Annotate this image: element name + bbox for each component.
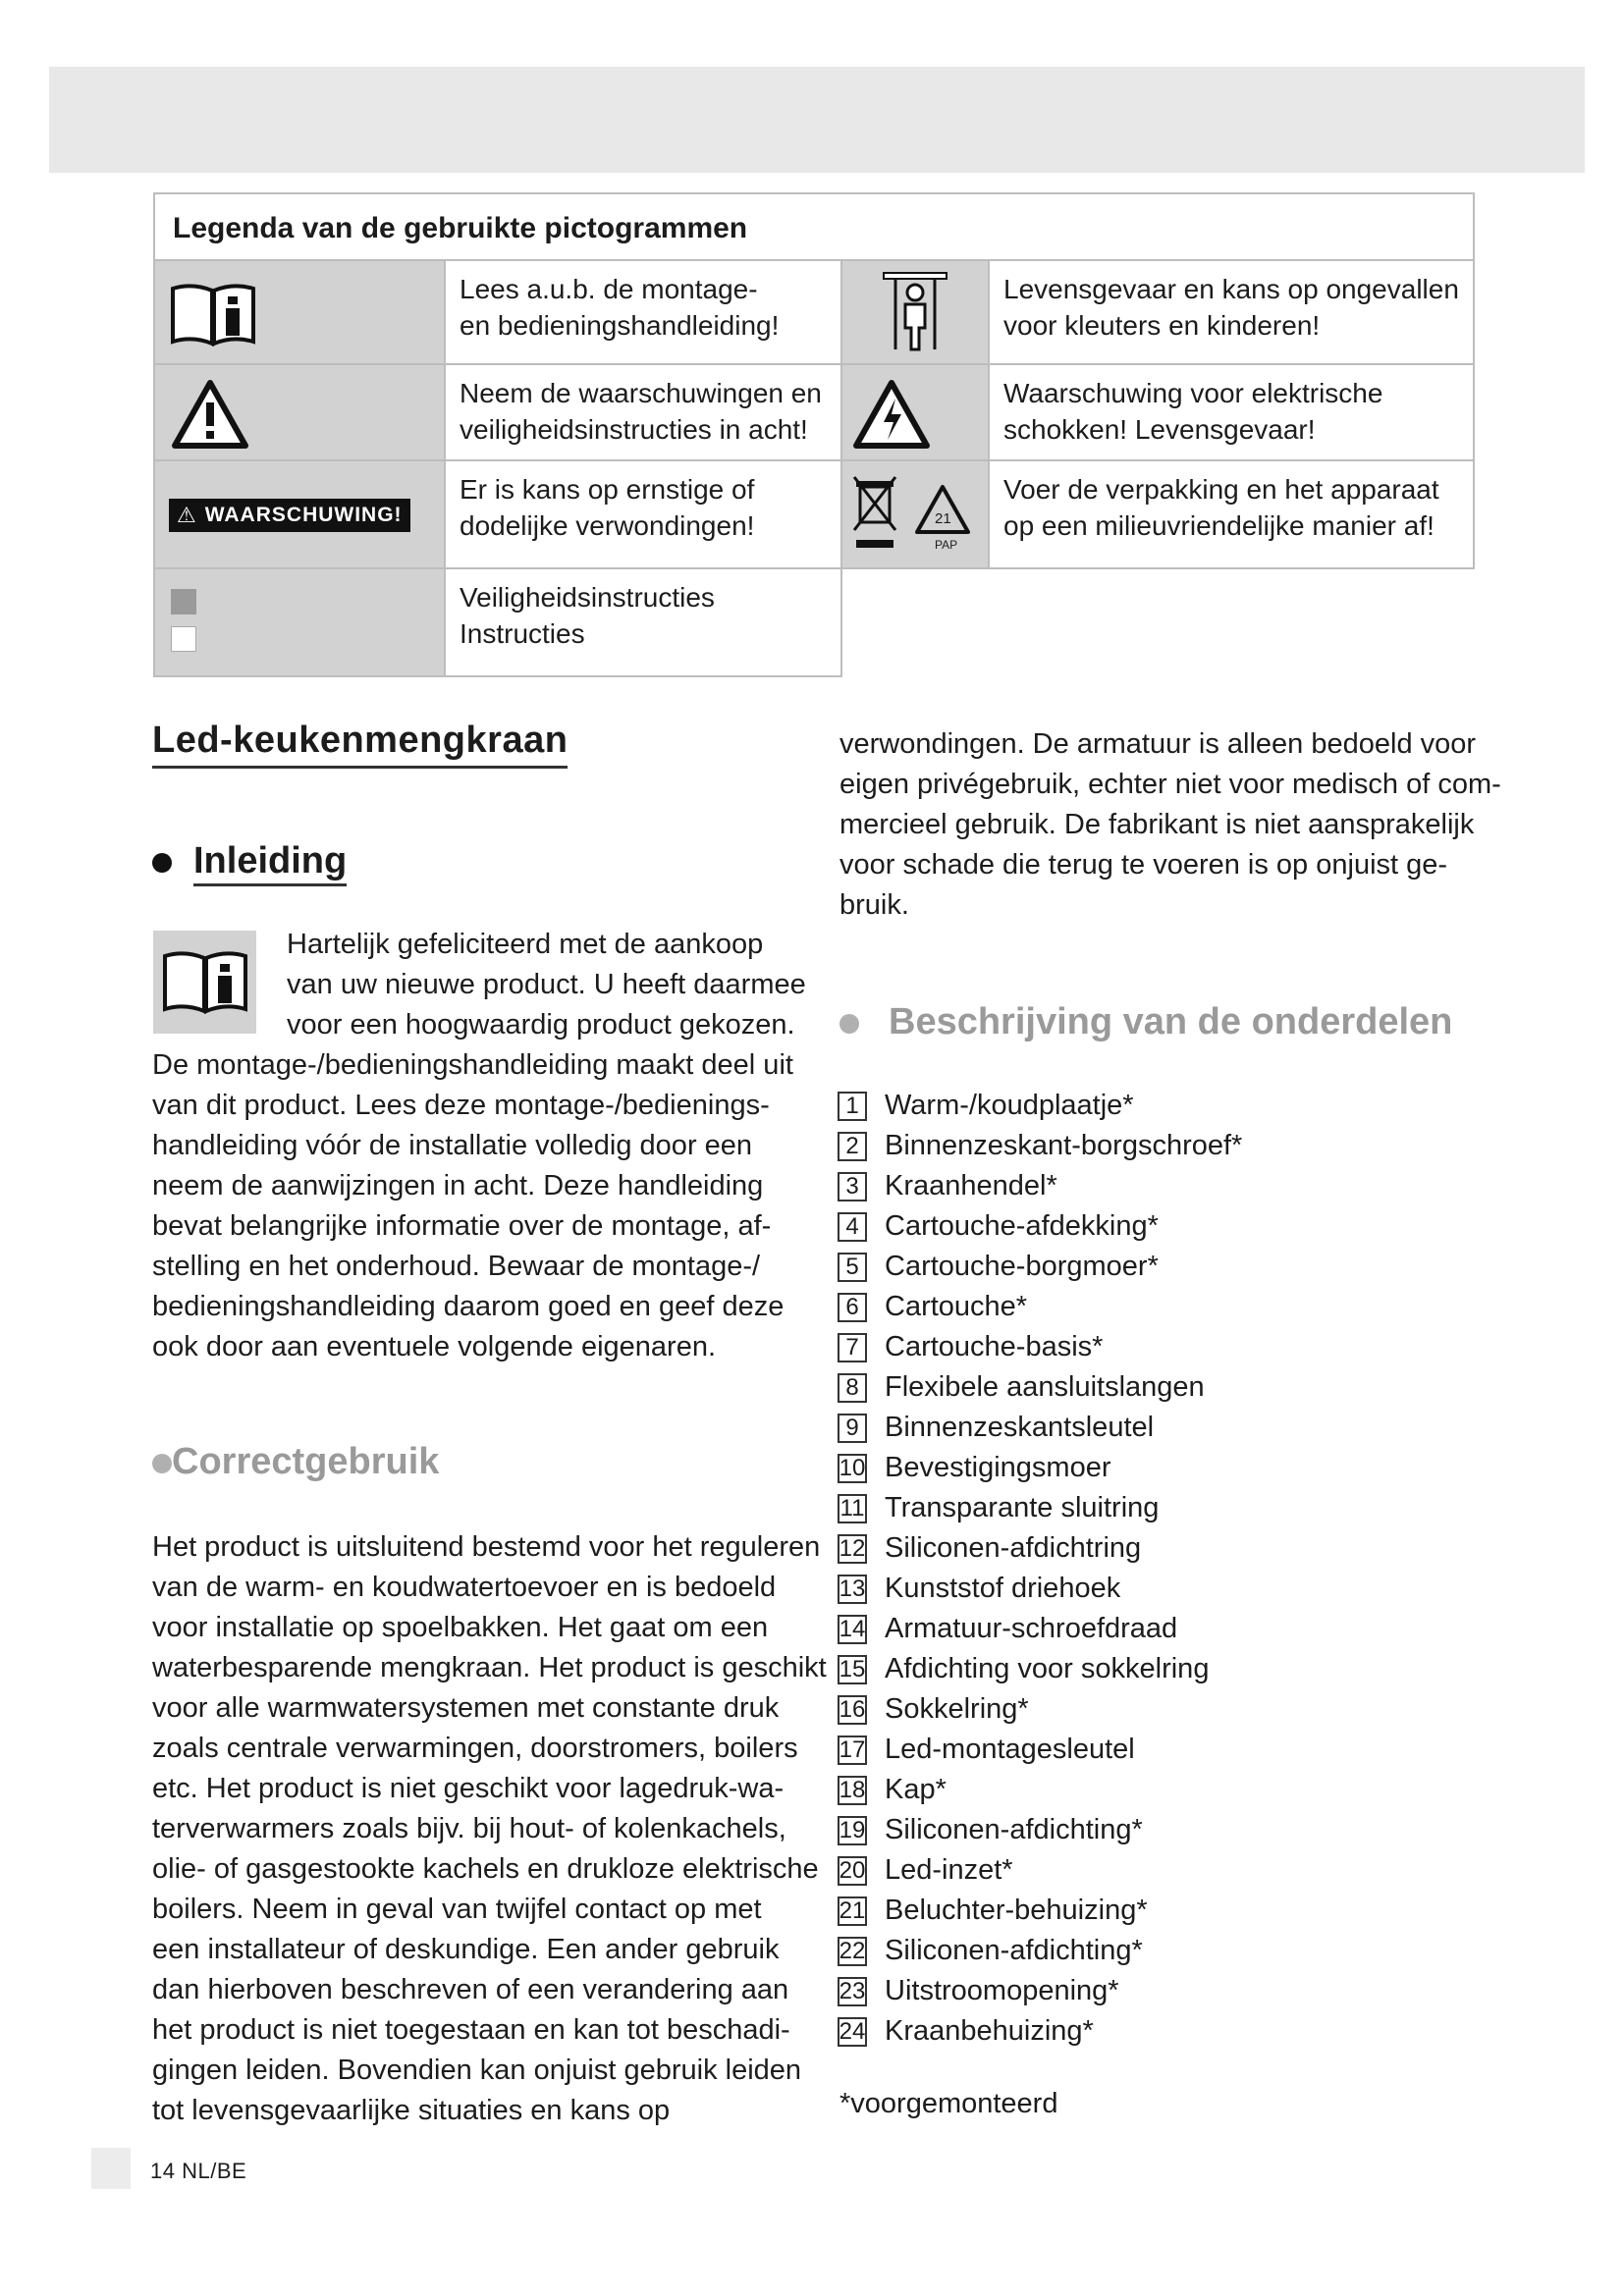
footnote: *voorgemonteerd (839, 2088, 1058, 2119)
legend-title: Legenda van de gebruikte pictogrammen (153, 192, 1475, 261)
list-item (838, 1689, 1242, 1730)
list-item (838, 1730, 1242, 1770)
part-label: Warm-/koudplaatje* (885, 1090, 1134, 1121)
list-item (838, 1569, 1242, 1609)
manual-info-icon (161, 946, 249, 1017)
part-number: 22 (839, 1937, 866, 1964)
bullet-icon (152, 1454, 172, 1473)
list-item (838, 1609, 1242, 1649)
part-label: Siliconen-afdichtring (885, 1532, 1142, 1564)
header-bar (49, 67, 1585, 173)
legend-text-line: voor kleuters en kinderen! (1003, 310, 1321, 341)
part-number: 19 (839, 1816, 866, 1843)
electric-shock-icon (852, 379, 931, 450)
bullet-icon (839, 1014, 859, 1034)
text-line: van de warm- en koudwatertoevoer en is bedoeld (152, 1572, 777, 1603)
part-label: Kraanbehuizing* (885, 2015, 1094, 2047)
part-label: Kraanhendel* (885, 1170, 1057, 1201)
legend-text-cell (988, 259, 1475, 365)
part-number: 20 (839, 1856, 866, 1884)
legend-text-cell (988, 459, 1475, 569)
legend-text-line: Neem de waarschuwingen en (460, 378, 822, 408)
part-number: 13 (839, 1575, 866, 1602)
section-heading-inleiding (152, 840, 347, 882)
list-item (838, 1971, 1242, 2011)
part-label: Flexibele aansluitslangen (885, 1371, 1205, 1403)
legend-text-cell (444, 363, 842, 461)
text-line: Het product is uitsluitend bestemd voor het reguleren (152, 1531, 821, 1563)
list-item (838, 1931, 1242, 1971)
warning-triangle-icon: ⚠ (177, 503, 197, 527)
pictogram-legend-table (153, 192, 1477, 678)
list-item (838, 1166, 1242, 1206)
heading-text: Inleiding (193, 840, 347, 886)
legend-icon-cell (153, 259, 446, 365)
text-line: voor installatie op spoelbakken. Het gaat om een (152, 1612, 769, 1643)
part-number: 10 (839, 1454, 866, 1481)
intro-paragraph-short (287, 925, 806, 1045)
instruction-square-icon (171, 626, 196, 652)
text-line: ook door aan eventuele volgende eigenaren. (152, 1331, 717, 1362)
text-line: Hartelijk gefeliciteerd met de aankoop (287, 929, 764, 960)
part-label: Cartouche-afdekking* (885, 1210, 1159, 1242)
recycle-number: 21 (935, 510, 951, 527)
text-line: van uw nieuwe product. U heeft daarmee (287, 969, 806, 1000)
text-line: neem de aanwijzingen in acht. Deze handleiding (152, 1170, 764, 1201)
text-line: het product is niet toegestaan en kan tot beschadi- (152, 2014, 790, 2046)
list-item (838, 1528, 1242, 1569)
language-code: NL/BE (182, 2159, 247, 2183)
footer-marker (91, 2148, 131, 2189)
legend-text-line: Waarschuwing voor elektrische (1003, 378, 1383, 408)
text-line: olie- of gasgestookte kachels en drukloze elektrische (152, 1853, 819, 1885)
part-number: 17 (839, 1735, 866, 1763)
part-label: Siliconen-afdichting* (885, 1814, 1143, 1845)
legend-text-line: en bedieningshandleiding! (460, 310, 780, 341)
part-label: Sokkelring* (885, 1693, 1029, 1725)
part-number: 8 (838, 1373, 867, 1403)
list-item (838, 1206, 1242, 1247)
part-number: 6 (838, 1293, 867, 1322)
legend-icon-cell (153, 459, 446, 569)
part-label: Kap* (885, 1774, 947, 1805)
part-number: 3 (838, 1172, 867, 1201)
part-number: 4 (838, 1212, 867, 1242)
part-number: 16 (839, 1695, 866, 1723)
part-label: Beluchter-behuizing* (885, 1895, 1148, 1926)
legend-text-cell (988, 363, 1475, 461)
text-line: voor alle warmwatersystemen met constante druk (152, 1692, 780, 1724)
text-line: gingen leiden. Bovendien kan onjuist gebruik leiden (152, 2055, 802, 2086)
part-number: 1 (838, 1092, 867, 1121)
legend-icon-cell (153, 567, 446, 677)
text-line: een installateur of deskundige. Een ander gebruik (152, 1934, 780, 1965)
text-line: voor schade die terug te voeren is op onjuist ge- (839, 849, 1448, 881)
page-title: Led-keukenmengkraan (152, 720, 568, 769)
part-label: Afdichting voor sokkelring (885, 1653, 1210, 1684)
text-line: De montage-/bedieningshandleiding maakt deel uit (152, 1049, 793, 1081)
legend-text-line: Er is kans op ernstige of (460, 474, 755, 505)
part-number: 2 (838, 1132, 867, 1161)
list-item (838, 1126, 1242, 1166)
legend-text-line: veiligheidsinstructies in acht! (460, 414, 808, 445)
list-item (838, 1891, 1242, 1931)
part-label: Cartouche* (885, 1291, 1028, 1322)
heading-text: Beschrijving van de onderdelen (889, 1001, 1453, 1042)
part-number: 21 (839, 1896, 866, 1924)
safety-square-icon (171, 589, 196, 614)
text-line: verwondingen. De armatuur is alleen bedoeld voor (839, 728, 1477, 760)
manual-info-icon (169, 279, 257, 349)
list-item (838, 1086, 1242, 1126)
text-line: van dit product. Lees deze montage-/bedienings- (152, 1090, 770, 1121)
part-label: Cartouche-basis* (885, 1331, 1104, 1362)
legend-text-line: Voer de verpakking en het apparaat (1003, 474, 1439, 505)
part-number: 15 (839, 1655, 866, 1682)
part-number: 7 (838, 1333, 867, 1362)
part-number: 24 (839, 2017, 866, 2045)
part-number: 5 (838, 1253, 867, 1282)
text-line: etc. Het product is niet geschikt voor lagedruk-wa- (152, 1773, 785, 1804)
legend-text-line: schokken! Levensgevaar! (1003, 414, 1316, 445)
badge-label: WAARSCHUWING! (204, 504, 403, 526)
list-item (838, 1327, 1242, 1367)
legend-text-line: Instructies (460, 618, 585, 649)
text-line: stelling en het onderhoud. Bewaar de montage-/ (152, 1251, 761, 1282)
part-label: Binnenzeskant-borgschroef* (885, 1130, 1243, 1161)
section-heading-correct-gebruik (152, 1441, 439, 1483)
legend-text-line: Veiligheidsinstructies (460, 582, 715, 613)
list-item (838, 1488, 1242, 1528)
text-line: handleiding vóór de installatie volledig door een (152, 1130, 753, 1161)
text-line: bevat belangrijke informatie over de montage, af- (152, 1210, 772, 1242)
text-line: bedieningshandleiding daarom goed en geef deze (152, 1291, 785, 1322)
page-footer (150, 2159, 246, 2184)
part-label: Siliconen-afdichting* (885, 1935, 1143, 1966)
part-label: Bevestigingsmoer (885, 1452, 1111, 1483)
warning-triangle-icon (171, 379, 249, 450)
list-item (838, 1850, 1242, 1891)
legend-text-line: Lees a.u.b. de montage- (460, 274, 758, 304)
legend-text-cell (444, 459, 842, 569)
list-item (838, 1367, 1242, 1408)
part-label: Kunststof driehoek (885, 1573, 1121, 1604)
legend-text-cell (444, 567, 842, 677)
intro-icon-box (153, 931, 256, 1034)
text-line: zoals centrale verwarmingen, doorstromers, boilers (152, 1733, 798, 1764)
use-paragraph-continued (839, 724, 1501, 926)
intro-paragraph (152, 1045, 793, 1367)
part-number: 23 (839, 1977, 866, 2004)
list-item (838, 1448, 1242, 1488)
text-line: voor een hoogwaardig product gekozen. (287, 1009, 795, 1041)
part-label: Binnenzeskantsleutel (885, 1412, 1155, 1443)
part-label: Led-montagesleutel (885, 1734, 1135, 1765)
legend-text-line: dodelijke verwondingen! (460, 510, 755, 541)
text-line: tot levensgevaarlijke situaties en kans op (152, 2095, 671, 2126)
text-line: boilers. Neem in geval van twijfel contact op met (152, 1894, 762, 1925)
list-item (838, 2011, 1242, 2052)
legend-icon-cell (840, 459, 990, 569)
text-line: waterbesparende mengkraan. Het product is geschikt (152, 1652, 827, 1683)
text-line: eigen privégebruik, echter niet voor medisch of com- (839, 769, 1501, 800)
legend-icon-cell (153, 363, 446, 461)
part-number: 12 (839, 1534, 866, 1562)
recycle-code: PAP (935, 538, 958, 552)
part-label: Transparante sluitring (885, 1492, 1160, 1523)
legend-icon-cell (840, 259, 990, 365)
list-item (838, 1247, 1242, 1287)
list-item (838, 1287, 1242, 1327)
child-danger-icon (876, 267, 954, 355)
legend-text-line: Levensgevaar en kans op ongevallen (1003, 274, 1459, 304)
crossed-bin-icon (852, 475, 897, 554)
part-label: Led-inzet* (885, 1854, 1013, 1886)
text-line: mercieel gebruik. De fabrikant is niet aansprakelijk (839, 809, 1475, 840)
part-number: 18 (839, 1776, 866, 1803)
part-label: Cartouche-borgmoer* (885, 1251, 1159, 1282)
text-line: terverwarmers zoals bijv. bij hout- of kolenkachels, (152, 1813, 786, 1844)
parts-list (838, 1086, 1242, 2052)
bullet-icon (152, 853, 172, 873)
text-line: dan hierboven beschreven of een verandering aan (152, 1974, 789, 2005)
list-item (838, 1408, 1242, 1448)
part-label: Armatuur-schroefdraad (885, 1613, 1178, 1644)
page-number: 14 (150, 2159, 176, 2183)
list-item (838, 1649, 1242, 1689)
legend-icon-cell (840, 363, 990, 461)
waarschuwing-badge-icon (169, 499, 410, 532)
part-number: 11 (838, 1494, 867, 1523)
part-label: Uitstroomopening* (885, 1975, 1119, 2006)
use-paragraph (152, 1527, 827, 2131)
list-item (838, 1810, 1242, 1850)
text-line: bruik. (839, 889, 909, 921)
part-number: 14 (839, 1615, 866, 1642)
legend-text-line: op een milieuvriendelijke manier af! (1003, 510, 1435, 541)
legend-text-cell (444, 259, 842, 365)
part-number: 9 (838, 1414, 867, 1443)
heading-text: Correctgebruik (172, 1441, 440, 1482)
list-item (838, 1770, 1242, 1810)
section-heading-onderdelen (839, 1001, 1452, 1043)
